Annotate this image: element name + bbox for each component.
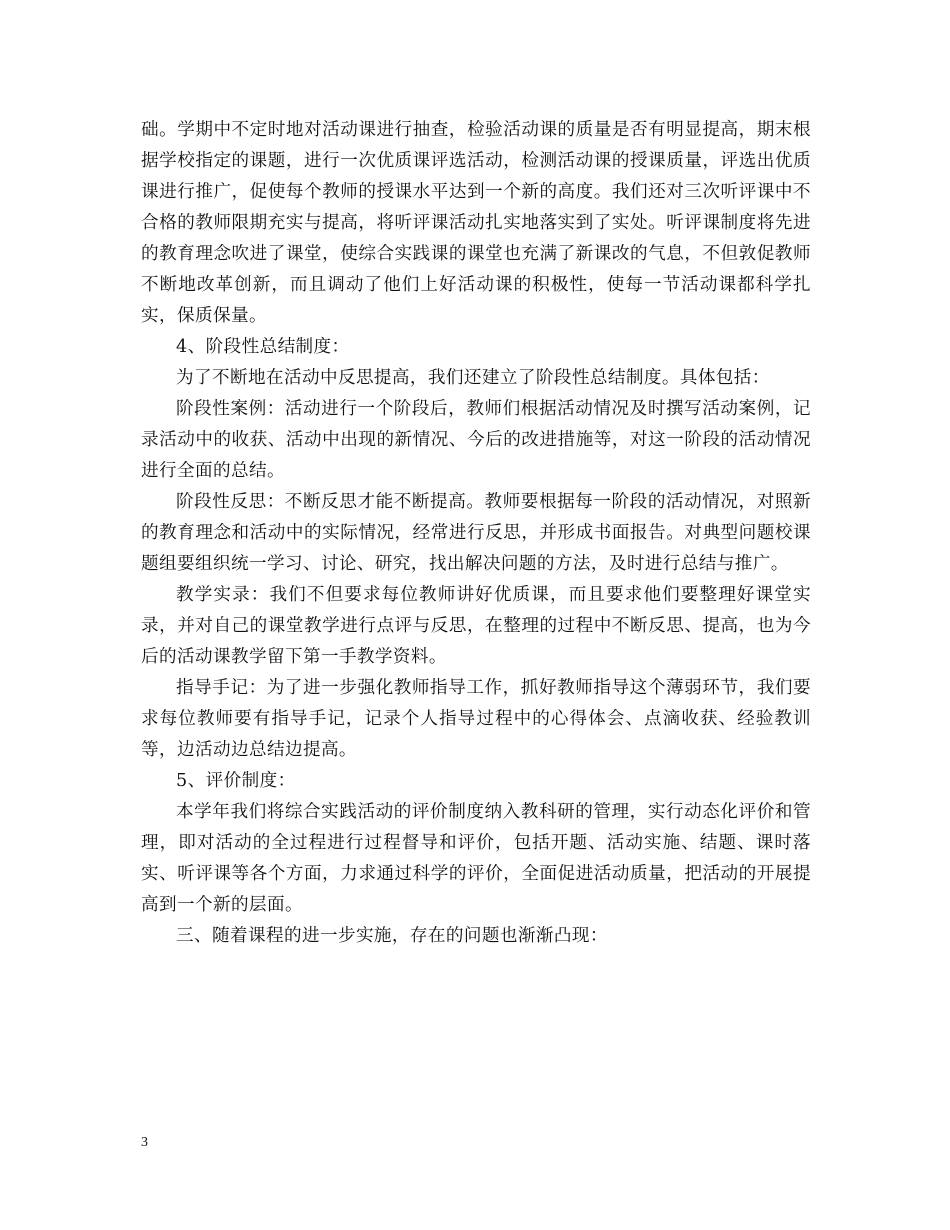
document-body	[141, 115, 811, 952]
paragraph-guidance-notes: 指导手记：为了进一步强化教师指导工作，抓好教师指导这个薄弱环节，我们要求每位教师要有指导手记，记录个人指导过程中的心得体会、点滴收获、经验教训等，边活动边总结边提高。	[141, 678, 811, 760]
paragraph-continued-evaluation: 础。学期中不定时地对活动课进行抽查，检验活动课的质量是否有明显提高，期末根据学校指定的课题，进行一次优质课评选活动，检测活动课的授课质量，评选出优质课进行推广，促使每个教师的授课水平达到一个新的高度。我们还对三次听评课中不合格的教师限期充实与提高，将听评课活动扎实地落实到了实处。听评课制度将先进的教育理念吹进了课堂，使综合实践课的课堂也充满了新课改的气息，不但敦促教师不断地改革创新，而且调动了他们上好活动课的积极性，使每一节活动课都科学扎实，保质保量。	[141, 120, 811, 326]
paragraph-stage-cases: 阶段性案例：活动进行一个阶段后，教师们根据活动情况及时撰写活动案例，记录活动中的收获、活动中出现的新情况、今后的改进措施等，对这一阶段的活动情况进行全面的总结。	[141, 399, 811, 481]
paragraph-evaluation-system: 本学年我们将综合实践活动的评价制度纳入教科研的管理，实行动态化评价和管理，即对活动的全过程进行过程督导和评价，包括开题、活动实施、结题、课时落实、听评课等各个方面，力求通过科学的评价，全面促进活动质量，把活动的开展提高到一个新的层面。	[141, 802, 811, 915]
paragraph-teaching-records: 教学实录：我们不但要求每位教师讲好优质课，而且要求他们要整理好课堂实录，并对自己的课堂教学进行点评与反思，在整理的过程中不断反思、提高，也为今后的活动课教学留下第一手教学资料。	[141, 585, 811, 667]
paragraph-stage-summary-intro: 为了不断地在活动中反思提高，我们还建立了阶段性总结制度。具体包括：	[176, 368, 770, 388]
heading-section-three-problems: 三、随着课程的进一步实施，存在的问题也渐渐凸现：	[176, 926, 608, 946]
heading-evaluation-system: 5、评价制度：	[176, 771, 296, 791]
heading-stage-summary-system: 4、阶段性总结制度：	[176, 337, 350, 357]
page-number: 3	[141, 1135, 148, 1150]
paragraph-stage-reflection: 阶段性反思：不断反思才能不断提高。教师要根据每一阶段的活动情况，对照新的教育理念和活动中的实际情况，经常进行反思，并形成书面报告。对典型问题校课题组要组织统一学习、讨论、研究，找出解决问题的方法，及时进行总结与推广。	[141, 492, 811, 574]
